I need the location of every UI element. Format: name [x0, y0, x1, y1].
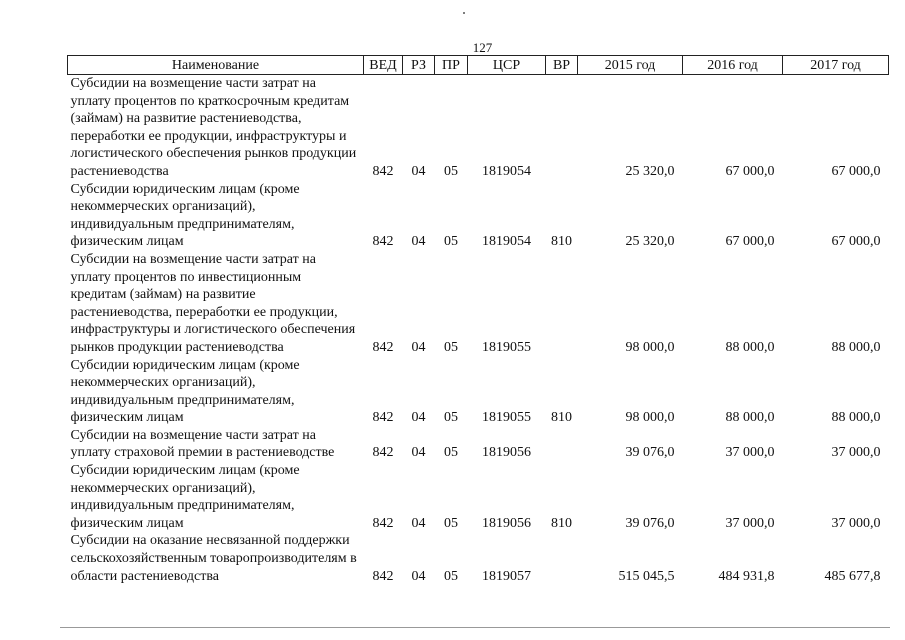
cell-pr: 05 [444, 339, 458, 355]
cell-csr: 1819056 [482, 445, 531, 461]
cell-pr: 05 [444, 163, 458, 179]
cell-y2015: 98 000,0 [625, 410, 675, 426]
cell-ved: 842 [372, 234, 394, 250]
cell-pr: 05 [444, 515, 458, 531]
cell-csr: 1819054 [482, 163, 531, 179]
cell-vr [546, 532, 578, 585]
cell-csr: 1819055 [482, 410, 531, 426]
footer-rule [60, 627, 890, 628]
table-body [68, 75, 889, 586]
cell-vr: 810 [551, 234, 572, 250]
cell-ved: 842 [372, 568, 394, 584]
cell-vr: 810 [551, 410, 572, 426]
cell-rz: 04 [411, 234, 426, 250]
cell-vr [546, 251, 578, 357]
cell-y2017: 67 000,0 [831, 163, 881, 179]
cell-y2017: 67 000,0 [831, 234, 881, 250]
col-header-ved: ВЕД [364, 56, 403, 75]
table-row [68, 532, 889, 585]
cell-y2016: 67 000,0 [725, 234, 775, 250]
cell-y2016: 88 000,0 [725, 339, 775, 355]
budget-table [67, 55, 889, 585]
cell-y2016: 37 000,0 [725, 515, 775, 531]
cell-pr: 05 [444, 234, 458, 250]
cell-y2017: 37 000,0 [831, 515, 881, 531]
table-row [68, 462, 889, 532]
cell-y2016: 37 000,0 [725, 445, 775, 461]
cell-vr [546, 75, 578, 181]
cell-ved: 842 [372, 410, 394, 426]
cell-y2016: 67 000,0 [725, 163, 775, 179]
cell-ved: 842 [372, 163, 394, 179]
cell-pr: 05 [444, 568, 458, 584]
cell-rz: 04 [411, 339, 426, 355]
cell-name: Субсидии юридическим лицам (кроме некоммерческих организаций), индивидуальным предпринимателям, физическим лицам [70, 181, 300, 250]
cell-csr: 1819056 [482, 515, 531, 531]
cell-y2017: 485 677,8 [824, 568, 881, 584]
table-row [68, 75, 889, 181]
cell-csr: 1819057 [482, 568, 531, 584]
table-row [68, 251, 889, 357]
cell-ved: 842 [372, 515, 394, 531]
table-header [68, 56, 889, 75]
cell-rz: 04 [411, 163, 426, 179]
col-header-csr: ЦСР [468, 56, 546, 75]
cell-name: Субсидии юридическим лицам (кроме некоммерческих организаций), индивидуальным предпринимателям, физическим лицам [70, 463, 300, 531]
cell-y2016: 484 931,8 [718, 568, 775, 584]
cell-y2015: 98 000,0 [625, 339, 675, 355]
col-header-vr: ВР [546, 56, 578, 75]
cell-y2015: 25 320,0 [625, 163, 675, 179]
cell-y2015: 515 045,5 [618, 568, 675, 584]
cell-y2017: 88 000,0 [831, 339, 881, 355]
cell-rz: 04 [411, 515, 426, 531]
col-header-2017: 2017 год [783, 56, 889, 75]
col-header-pr: ПР [435, 56, 468, 75]
cell-pr: 05 [444, 410, 458, 426]
cell-csr: 1819055 [482, 339, 531, 355]
table-row [68, 427, 889, 462]
cell-y2016: 88 000,0 [725, 410, 775, 426]
cell-y2015: 39 076,0 [625, 445, 675, 461]
cell-name: Субсидии юридическим лицам (кроме некоммерческих организаций), индивидуальным предпринимателям, физическим лицам [70, 357, 300, 426]
cell-name: Субсидии на возмещение части затрат на уплату процентов по инвестиционным кредитам (займам) на развитие растениеводства, переработки ее продукции, инфраструктуры и логистического обеспечения рынков продукции растениеводства [70, 251, 356, 355]
table-row [68, 181, 889, 251]
cell-pr: 05 [444, 445, 458, 461]
cell-name: Субсидии на оказание несвязанной поддержки сельскохозяйственным товаропроизводителям в области растениеводства [70, 533, 357, 584]
cell-rz: 04 [411, 568, 426, 584]
cell-vr [546, 427, 578, 462]
scan-speck [463, 12, 465, 14]
col-header-rz: РЗ [403, 56, 435, 75]
cell-name: Субсидии на возмещение части затрат на уплату страховой премии в растениеводстве [70, 427, 335, 461]
cell-ved: 842 [372, 339, 394, 355]
cell-rz: 04 [411, 445, 426, 461]
cell-vr: 810 [551, 515, 572, 531]
cell-ved: 842 [372, 445, 394, 461]
cell-y2017: 88 000,0 [831, 410, 881, 426]
page-number: 127 [472, 40, 493, 55]
col-header-2016: 2016 год [683, 56, 783, 75]
cell-name: Субсидии на возмещение части затрат на уплату процентов по краткосрочным кредитам (займам) на развитие растениеводства, переработки ее продукции, инфраструктуры и логистического обеспечения рынков продукции растениеводства [70, 76, 357, 179]
cell-y2015: 39 076,0 [625, 515, 675, 531]
cell-rz: 04 [411, 410, 426, 426]
cell-csr: 1819054 [482, 234, 531, 250]
col-header-name: Наименование [68, 56, 364, 75]
table-row [68, 357, 889, 427]
cell-y2017: 37 000,0 [831, 445, 881, 461]
col-header-2015: 2015 год [578, 56, 683, 75]
cell-y2015: 25 320,0 [625, 234, 675, 250]
